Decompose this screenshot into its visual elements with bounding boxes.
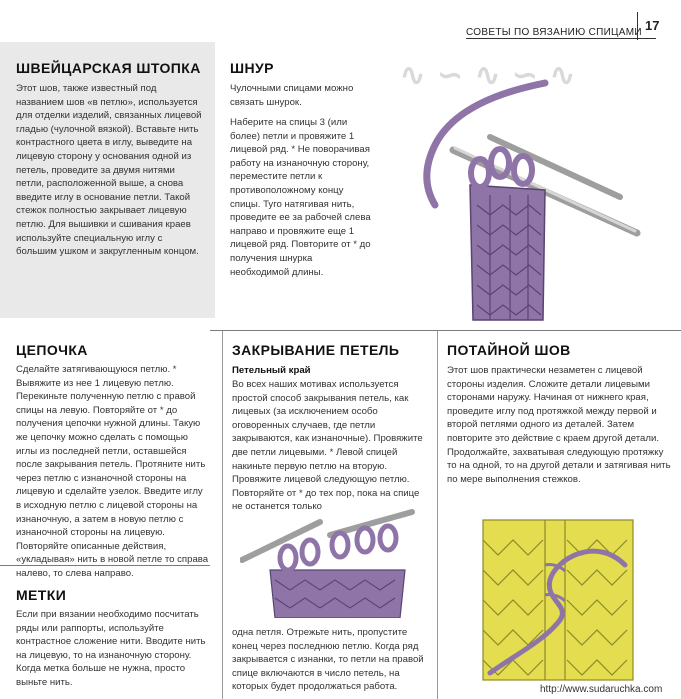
bind-off-body: Во всех наших мотивах используется простой способ закрывания петель, как лицевых (за исключением особо оговоренных случаев, где петли закрываются, как изнаночные). Провяжите две петли лицевыми. * Левой спицей накиньте первую петлю на вторую. Провяжите лицевой следующую петлю. Повторяйте от * до тех пор, пока на спице не останется только — [232, 379, 423, 513]
invisible-seam-body: Этот шов практически незаметен с лицевой стороны изделия. Сложите детали лицевыми сторонами наружу. Начиная от нижнего края, проведите иглу под протяжкой между первой и второй петлями одного из деталей. Затем повторите это действие с краем другой детали. Продолжайте, захватывая следующую протяжку то на одной, то на другой детали и затягивая нить по мере выполнения стежков. — [447, 365, 671, 485]
section-divider — [210, 330, 681, 331]
running-header: СОВЕТЫ ПО ВЯЗАНИЮ СПИЦАМИ — [466, 27, 642, 38]
page-number: 17 — [645, 18, 660, 33]
invisible-seam-title: ПОТАЙНОЙ ШОВ — [447, 342, 571, 358]
cord-illustration — [395, 75, 655, 325]
markers-body: Если при вязании необходимо посчитать ряды или раппорты, используйте контрастное сложение нити. Вводите нить на лицевую, то на изнаночную сторону. Когда метка больше не нужна, просто выньте нить. — [16, 609, 206, 688]
invisible-seam-illustration — [475, 505, 635, 685]
cord-body: Наберите на спицы 3 (или более) петли и провяжите 1 лицевой ряд. * Не поворачивая работу на изнаночную сторону, переместите петли к противоположному концу спицы. Туго натягивая нить, проведите ее за рабочей слева направо и провяжите еще 1 лицевой ряд. Повторите от * до получения шнурка необходимой длины. — [230, 117, 371, 278]
header-rule — [466, 38, 656, 39]
column-divider-right — [437, 330, 438, 699]
knitted-fabric — [270, 570, 405, 618]
knitted-cord — [470, 185, 545, 320]
cord-title: ШНУР — [230, 60, 274, 76]
bind-off-subtitle: Петельный край — [232, 365, 311, 376]
bind-off-continued: одна петля. Отрежьте нить, пропустите конец через последнюю петлю. Когда ряд закрывается с изнанки, то петли на правой спице включаются в число петель, на которых будет продолжаться работа. — [232, 627, 424, 693]
column-divider-left — [222, 330, 223, 699]
chain-title: ЦЕПОЧКА — [16, 342, 88, 358]
bind-off-title: ЗАКРЫВАНИЕ ПЕТЕЛЬ — [232, 342, 400, 358]
markers-title: МЕТКИ — [16, 587, 67, 603]
watermark: http://www.sudaruchka.com — [540, 684, 663, 695]
cord-intro: Чулочными спицами можно связать шнурок. — [230, 83, 354, 108]
swiss-darning-title: ШВЕЙЦАРСКАЯ ШТОПКА — [16, 60, 201, 76]
swiss-darning-body: Этот шов, также известный под названием шов «в петлю», используется для отделки изделий, связанных лицевой гладью (чулочной вязкой). Вставьте нить контрастного цвета в иглу, выведите на лицевую сторону у основания одной из петель, проведите за двумя нитями петли, расположенной выше, а снова введите иглу в основание петли. Такой стежок полностью закрывает лицевую петлю. Для вышивки и сшивания краев используйте специальную иглу с большим ушком и закругленным концом. — [16, 83, 202, 258]
chain-body: Сделайте затягивающуюся петлю. * Вывяжите из нее 1 лицевую петлю. Перекиньте полученную петлю с правой спицы на левую. Повторяйте от * до получения цепочки нужной длины. Такую же цепочку можно сделать с помощью иглы из последней петли, оставшейся после закрывания петель. Протяните нить через петлю с изнаночной стороны на лицевую и сделайте узелок. Введите иглу в исходную петлю с лицевой стороны на изнаночную, а затем в новую петлю с изнаночной стороны на лицевую. Повторяйте описанные действия, «укладывая» нить в новой петле то справа налево, то слева направо. — [16, 364, 209, 579]
bind-off-illustration — [240, 500, 415, 618]
faded-background-text: ∿ ∽ ∿ ∽ ∿ — [400, 59, 578, 92]
